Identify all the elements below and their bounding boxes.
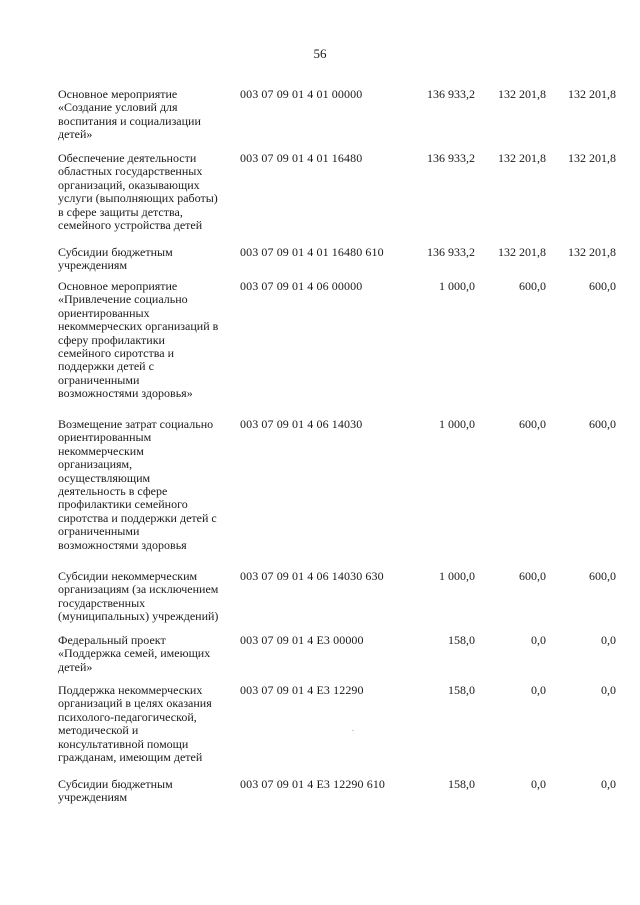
row-value-1: 136 933,2 — [427, 245, 475, 259]
row-code: 003 07 09 01 4 E3 12290 610 — [240, 777, 386, 791]
row-name: Возмещение затрат социально ориентированным некоммерческим организациям, осуществляющим деятельность в сфере профилактики семейного сиротства и поддержки детей с ограниченными возможностями здоровья — [58, 417, 217, 552]
row-code: 003 07 09 01 4 06 14030 — [240, 417, 363, 431]
row-value-3: 600,0 — [589, 279, 616, 293]
row-value-1: 1 000,0 — [439, 279, 475, 293]
row-name: Основное мероприятие «Привлечение социально ориентированных некоммерческих организаций в сферу профилактики семейного сиротства и поддержки детей с ограниченными возможностями здоровья» — [58, 279, 219, 401]
row-value-1: 136 933,2 — [427, 151, 475, 165]
row-value-3: 0,0 — [601, 683, 616, 697]
row-code: 003 07 09 01 4 01 16480 — [240, 151, 363, 165]
row-value-3: 132 201,8 — [568, 87, 616, 101]
row-value-1: 158,0 — [448, 683, 475, 697]
page-number: 56 — [313, 46, 327, 61]
row-value-2: 600,0 — [519, 569, 546, 583]
row-code: 003 07 09 01 4 01 16480 610 — [240, 245, 384, 259]
row-value-3: 132 201,8 — [568, 245, 616, 259]
row-code: 003 07 09 01 4 06 00000 — [240, 279, 363, 293]
row-value-2: 600,0 — [519, 417, 546, 431]
row-value-3: 0,0 — [601, 777, 616, 791]
row-code: 003 07 09 01 4 01 00000 — [240, 87, 363, 101]
row-value-2: 0,0 — [531, 633, 546, 647]
row-value-1: 1 000,0 — [439, 569, 475, 583]
row-name: Субсидии бюджетным учреждениям — [58, 245, 173, 273]
row-value-1: 136 933,2 — [427, 87, 475, 101]
row-name: Федеральный проект «Поддержка семей, имеющих детей» — [58, 633, 211, 674]
row-name: Субсидии некоммерческим организациям (за исключением государственных (муниципальных) учреждений) — [58, 569, 219, 624]
row-value-2: 132 201,8 — [498, 245, 546, 259]
row-value-3: 0,0 — [601, 633, 616, 647]
scan-speck — [352, 730, 354, 731]
row-value-2: 600,0 — [519, 279, 546, 293]
row-code: 003 07 09 01 4 E3 12290 — [240, 683, 364, 697]
row-value-3: 600,0 — [589, 417, 616, 431]
row-value-1: 1 000,0 — [439, 417, 475, 431]
row-value-2: 132 201,8 — [498, 151, 546, 165]
row-value-3: 132 201,8 — [568, 151, 616, 165]
row-value-2: 0,0 — [531, 777, 546, 791]
row-value-1: 158,0 — [448, 633, 475, 647]
row-value-2: 132 201,8 — [498, 87, 546, 101]
row-name: Основное мероприятие «Создание условий для воспитания и социализации детей» — [58, 87, 201, 142]
row-name: Обеспечение деятельности областных государственных организаций, оказывающих услуги (выполняющих работы) в сфере защиты детства, семейного устройства детей — [58, 151, 218, 233]
row-value-3: 600,0 — [589, 569, 616, 583]
row-code: 003 07 09 01 4 E3 00000 — [240, 633, 364, 647]
row-name: Поддержка некоммерческих организаций в целях оказания психолого-педагогической, методической и консультативной помощи гражданам, имеющим детей — [58, 683, 212, 765]
row-name: Субсидии бюджетным учреждениям — [58, 777, 173, 805]
row-value-2: 0,0 — [531, 683, 546, 697]
row-value-1: 158,0 — [448, 777, 475, 791]
row-code: 003 07 09 01 4 06 14030 630 — [240, 569, 384, 583]
